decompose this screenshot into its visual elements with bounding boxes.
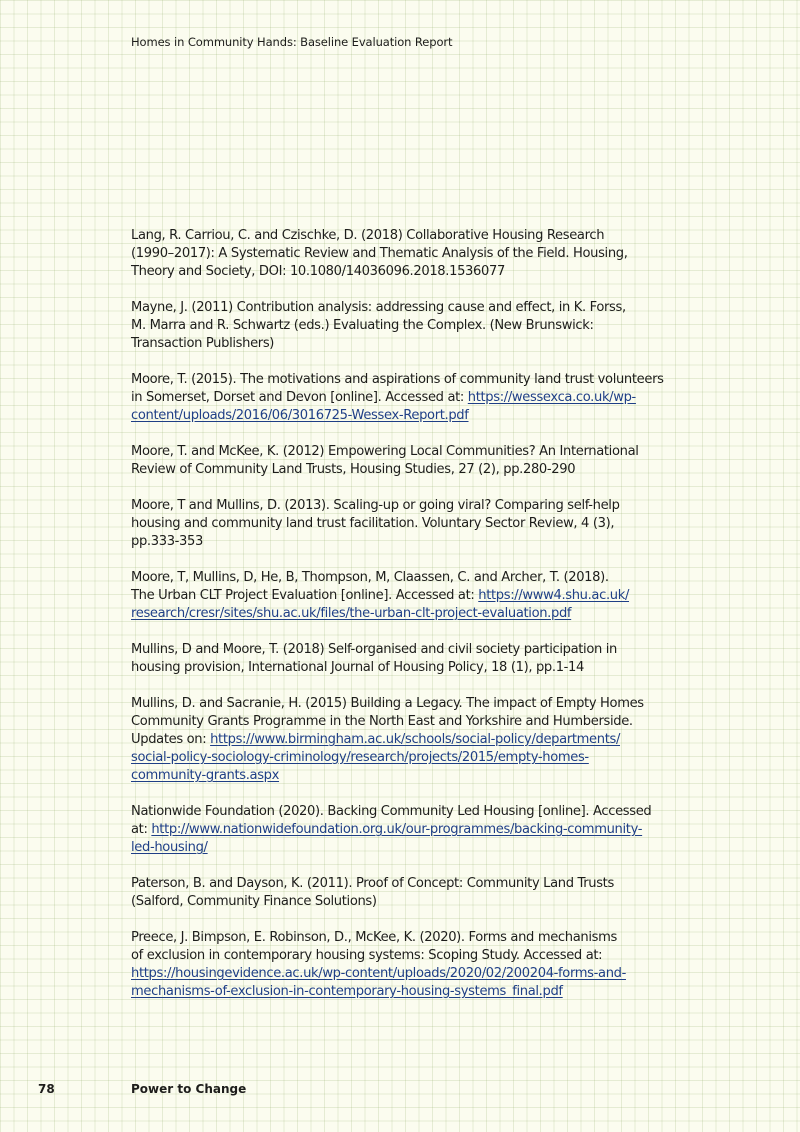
- reference-text: at:: [131, 822, 152, 837]
- reference-nationwide-2020: [131, 803, 676, 857]
- reference-text: Mullins, D. and Sacranie, H. (2015) Building a Legacy. The impact of Empty Homes: [131, 696, 644, 711]
- reference-list: [131, 227, 676, 1019]
- reference-link[interactable]: led-housing/: [131, 840, 208, 855]
- reference-text: Moore, T. (2015). The motivations and aspirations of community land trust volunteers: [131, 372, 664, 387]
- reference-text: Updates on:: [131, 732, 211, 747]
- footer-brand: Power to Change: [131, 1082, 247, 1096]
- reference-link[interactable]: mechanisms-of-exclusion-in-contemporary-housing-systems_final.pdf: [131, 984, 563, 999]
- reference-link[interactable]: https://wessexca.co.uk/wp-: [467, 390, 636, 405]
- reference-text: (Salford, Community Finance Solutions): [131, 894, 377, 909]
- reference-text: The Urban CLT Project Evaluation [online]. Accessed at:: [131, 588, 479, 603]
- reference-link[interactable]: http://www.nationwidefoundation.org.uk/our-programmes/backing-community-: [151, 822, 643, 837]
- reference-text: M. Marra and R. Schwartz (eds.) Evaluating the Complex. (New Brunswick:: [131, 318, 594, 333]
- reference-moore-mullins-2013: [131, 497, 676, 551]
- reference-mullins-sacranie-2015: [131, 695, 676, 785]
- reference-text: Moore, T. and McKee, K. (2012) Empowering Local Communities? An International: [131, 444, 639, 459]
- reference-text: Moore, T, Mullins, D, He, B, Thompson, M, Claassen, C. and Archer, T. (2018).: [131, 570, 609, 585]
- reference-text: Moore, T and Mullins, D. (2013). Scaling-up or going viral? Comparing self-help: [131, 498, 620, 513]
- reference-text: Mayne, J. (2011) Contribution analysis: addressing cause and effect, in K. Forss,: [131, 300, 626, 315]
- reference-link[interactable]: https://www4.shu.ac.uk/: [478, 588, 630, 603]
- reference-link[interactable]: research/cresr/sites/shu.ac.uk/files/the-urban-clt-project-evaluation.pdf: [131, 606, 572, 621]
- reference-text: Review of Community Land Trusts, Housing Studies, 27 (2), pp.280-290: [131, 462, 576, 477]
- reference-text: Theory and Society, DOI: 10.1080/14036096.2018.1536077: [131, 264, 505, 279]
- reference-text: (1990–2017): A Systematic Review and Thematic Analysis of the Field. Housing,: [131, 246, 628, 261]
- reference-lang-2018: [131, 227, 676, 281]
- page-number: 78: [38, 1082, 55, 1096]
- reference-text: Preece, J. Bimpson, E. Robinson, D., McKee, K. (2020). Forms and mechanisms: [131, 930, 617, 945]
- reference-text: Community Grants Programme in the North East and Yorkshire and Humberside.: [131, 714, 633, 729]
- reference-moore-et-al-2018: [131, 569, 676, 623]
- reference-text: Nationwide Foundation (2020). Backing Community Led Housing [online]. Accessed: [131, 804, 652, 819]
- reference-text: Lang, R. Carriou, C. and Czischke, D. (2018) Collaborative Housing Research: [131, 228, 605, 243]
- running-header: Homes in Community Hands: Baseline Evaluation Report: [131, 35, 453, 49]
- reference-text: housing and community land trust facilitation. Voluntary Sector Review, 4 (3),: [131, 516, 615, 531]
- reference-link[interactable]: content/uploads/2016/06/3016725-Wessex-Report.pdf: [131, 408, 469, 423]
- reference-moore-mckee-2012: [131, 443, 676, 479]
- reference-text: housing provision, International Journal of Housing Policy, 18 (1), pp.1-14: [131, 660, 585, 675]
- reference-text: in Somerset, Dorset and Devon [online]. Accessed at:: [131, 390, 468, 405]
- reference-text: pp.333-353: [131, 534, 203, 549]
- reference-link[interactable]: social-policy-sociology-criminology/research/projects/2015/empty-homes-: [131, 750, 589, 765]
- reference-link[interactable]: https://housingevidence.ac.uk/wp-content/uploads/2020/02/200204-forms-and-: [131, 966, 626, 981]
- reference-text: Paterson, B. and Dayson, K. (2011). Proof of Concept: Community Land Trusts: [131, 876, 614, 891]
- reference-mayne-2011: [131, 299, 676, 353]
- reference-mullins-moore-2018: [131, 641, 676, 677]
- reference-preece-2020: [131, 929, 676, 1001]
- reference-link[interactable]: community-grants.aspx: [131, 768, 280, 783]
- reference-link[interactable]: https://www.birmingham.ac.uk/schools/social-policy/departments/: [210, 732, 621, 747]
- reference-moore-2015: [131, 371, 676, 425]
- reference-text: Transaction Publishers): [131, 336, 275, 351]
- reference-paterson-dayson-2011: [131, 875, 676, 911]
- reference-text: Mullins, D and Moore, T. (2018) Self-organised and civil society participation in: [131, 642, 617, 657]
- reference-text: of exclusion in contemporary housing systems: Scoping Study. Accessed at:: [131, 948, 603, 963]
